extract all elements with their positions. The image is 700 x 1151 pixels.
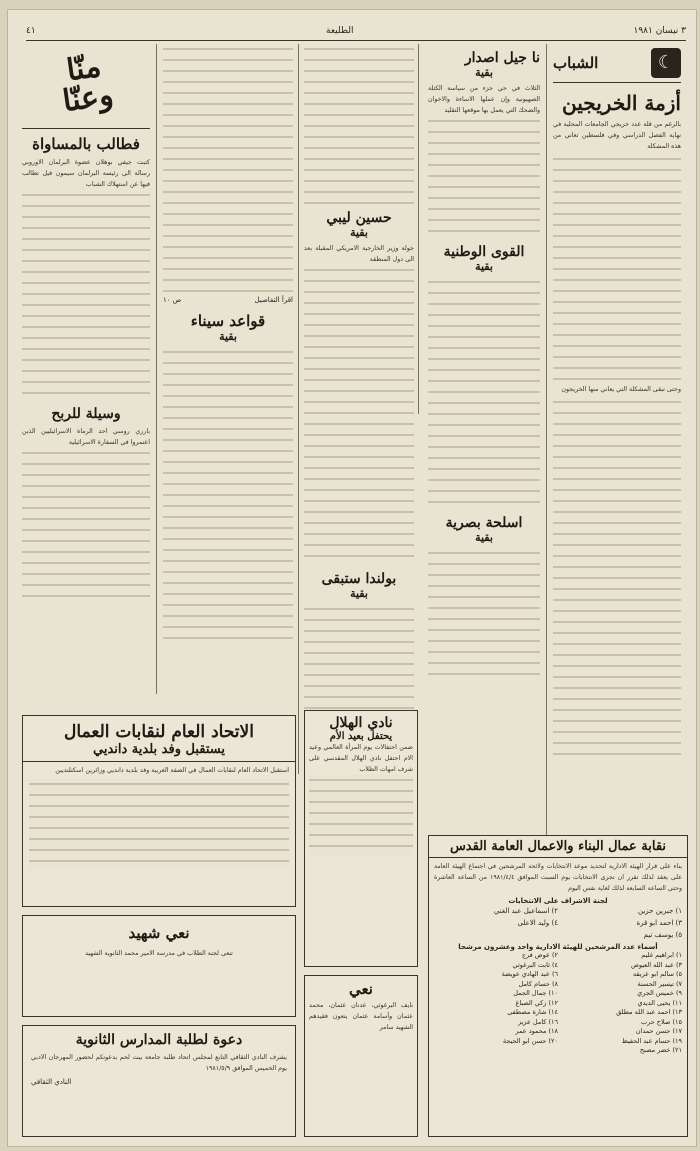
late-guests-intro: الثلاث في حي جزء من سياسة الكتلة الصهيونية وإن عملها الاساءة والاخوان والضحك التي يعمل بها موقعها التقليد — [428, 85, 540, 114]
shabab-label: الشباب — [553, 54, 599, 72]
sinai-sub: بقية — [219, 330, 237, 343]
arms-sub: بقية — [475, 531, 493, 544]
martyr-body: تنعى لجنة الطلاب في مدرسة الامير محمد الثانوية الشهيد — [85, 950, 233, 957]
hilal-box — [304, 710, 418, 967]
list-item: ٤) وليد الاعلى — [517, 919, 558, 927]
list-item: ٦) عبد الهادي عويضة — [501, 970, 558, 978]
column-rule — [418, 44, 419, 414]
strike-body: استقبل الاتحاد العام لنقابات العمال في الضفة الغربية وفد بلدية دانديي وزائرين اسكتلنديين — [55, 767, 289, 774]
column-four — [163, 44, 293, 647]
strike-box — [22, 715, 296, 907]
shabab-body-text — [553, 154, 681, 384]
list-item: ١٥) صلاح حرب — [641, 1017, 682, 1026]
list-item: ٨) حسام كامل — [518, 979, 558, 988]
list-item: ١) ابراهيم غليم — [641, 951, 682, 959]
list-item: ٩) خميس الجري — [637, 989, 682, 997]
minna-banner: منّا وعنّا — [60, 48, 116, 120]
minna-body-text — [22, 190, 150, 400]
column-three-top-text — [304, 44, 414, 204]
shabab-intro: بالرغم من قلة عدد خريجي الجامعات المحلية في نهاية الفصل الدراسي وفي فلسطين تعاني من هذه المشكلة — [553, 121, 681, 150]
column-rule — [298, 44, 299, 774]
column-four-top-text — [163, 44, 293, 294]
arts-label: اقرأ التفاصيل — [254, 296, 293, 304]
strike-title: الاتحاد العام لنقابات العمال — [64, 722, 254, 742]
hilal-sub: يحتفل بعيد الأم — [329, 731, 393, 742]
hussein-body — [304, 265, 414, 565]
list-item: ٣) احمد ابو قرة — [636, 919, 682, 927]
column-rule — [156, 44, 157, 694]
poland-title: بولندا ستبقى — [321, 571, 397, 587]
list-item: ٥) يوسف تيم — [643, 931, 682, 939]
shabab-body-text-2 — [553, 397, 681, 757]
poland-sub: بقية — [350, 587, 368, 600]
national-forces-body — [428, 277, 540, 507]
committee-list — [434, 905, 682, 941]
late-guests-sub: بقية — [475, 66, 493, 79]
union-intro: بناء على قرار الهيئة الادارية لتحديد موعد الانتخابات ولائحة المرشحين في اجتماع الهيئة العامة على يعقد لذلك تقرر ان تجرى الانتخابات يوم السبت الموافق ١٩٨١/٤/٤ من الساعة العاشرة وحتى الساعة السابعة لذلك لغاية نفس اليوم — [434, 863, 682, 892]
strike-sub: يستقبل وفد بلدية دانديي — [23, 742, 295, 762]
hilal-title: نادي الهلال — [329, 715, 393, 731]
union-box — [428, 835, 688, 1137]
list-item: ٢٠) حسن ابو الحيجة — [502, 1036, 558, 1045]
shabab-column — [553, 44, 681, 757]
list-item: ١٢) زكي الصباغ — [515, 998, 558, 1007]
national-forces-sub: بقية — [475, 260, 493, 273]
list-item: ١٣) احمد عبد الله مطلق — [616, 1008, 682, 1016]
list-item: ١) جبرين حزين — [638, 907, 682, 915]
sinai-body — [163, 347, 293, 647]
minna-column — [22, 44, 150, 598]
list-item: ١٦) كامل عزيز — [518, 1017, 558, 1026]
invitation-box — [22, 1025, 296, 1137]
column-two — [428, 44, 540, 678]
list-item: ٤) ثابت البرغوثي — [512, 960, 558, 969]
hilal-body-text — [309, 775, 413, 855]
invitation-signature: النادي الثقافي — [31, 1078, 72, 1086]
hussein-sub: بقية — [350, 226, 368, 239]
hussein-intro: جولة وزير الخارجية الامريكي المقبلة بعد الى دول المنطقة — [304, 245, 414, 263]
list-item: ٣) عبد الله العيوص — [630, 960, 682, 969]
martyr-title: نعي شهيد — [128, 924, 190, 942]
list-item: ١٠) جمال الجمل — [513, 989, 558, 997]
minna-body: كتبت جيفي بوهلان عضوة البرلمان الاوروبي رسالة الى رئيسة البرلمان سيمون فيل تطالب فيها عن استهلاك الشباب — [22, 159, 150, 188]
national-forces-title: القوى الوطنية — [443, 244, 525, 260]
condolence-body: نايف البرغوثي، عدنان عثمان، محمد عثمان وأسامة عثمان ينعون فقيدهم الشهيد سامر — [309, 1002, 413, 1031]
invitation-title: دعوة لطلبة المدارس الثانوية — [75, 1032, 243, 1048]
committee-label: لجنة الاشراف على الانتخابات — [508, 897, 608, 905]
column-three — [304, 44, 414, 754]
header-page-number: ٤١ — [26, 26, 36, 36]
arts-page: ص ١٠ — [163, 296, 182, 304]
header-section: الطليعة — [326, 26, 354, 36]
minna-body2: بارري روسي احد الرماة الاسرائيليين الذين اعتمروا في السفارة الاسرائيلية — [22, 428, 150, 446]
strike-body-text — [29, 779, 289, 869]
shabab-title: أزمة الخريجين — [562, 91, 681, 115]
shabab-logo: ☾ — [651, 48, 681, 78]
hilal-body: ضمن احتفالات يوم المرأة العالمي وعيد الام احتفل نادي الهلال المقدسي على شرف امهات الطلاب — [309, 744, 413, 773]
candidates-label: أسماء عدد المرشحين للهيئة الادارية واحد وعشرون مرشحا — [458, 943, 658, 951]
arms-title: اسلحة بصرية — [445, 515, 523, 531]
shabab-continued: وحتى تبقى المشكلة التي يعاني منها الخريجون — [561, 386, 681, 393]
minna-title: فطالب بالمساواة — [22, 128, 150, 153]
minna-sub2: وسيلة للربح — [51, 406, 121, 422]
list-item: ٢) عوض فرج — [521, 951, 558, 959]
list-item: ١١) يحيى الديدي — [637, 998, 682, 1007]
union-title: نقابة عمال البناء والاعمال العامة القدس — [429, 836, 687, 858]
list-item: ٧) تيسير الحسنة — [637, 979, 682, 988]
condolence-title: نعي — [349, 980, 373, 998]
arms-body — [428, 548, 540, 678]
list-item: ١٤) شارة مصطفى — [507, 1008, 558, 1016]
sinai-title: قواعد سيناء — [190, 312, 266, 330]
late-guests-body — [428, 116, 540, 236]
list-item: ١٩) حسام عبد الحفيظ — [621, 1036, 682, 1045]
list-item: ١٨) محمود عمر — [515, 1027, 558, 1035]
martyr-box — [22, 915, 296, 1017]
list-item: ٥) سالم ابو عريقه — [633, 970, 682, 978]
page-header — [26, 26, 686, 41]
hussein-title: حسين ليبي — [326, 210, 392, 226]
list-item: ٢١) خضر مصبح — [639, 1046, 682, 1054]
late-guests-title: نا جيل اصدار — [464, 50, 540, 66]
list-item: ١٧) حسن حمدان — [635, 1027, 682, 1035]
invitation-body: يشرف النادي الثقافي التابع لمجلس اتحاد طلبة جامعة بيت لحم بدعوتكم لحضور المهرجان الادبي يوم الخميس الموافق ١٩٨١/٥/٩ — [31, 1054, 287, 1072]
condolence-box — [304, 975, 418, 1137]
newspaper-page — [8, 10, 696, 1146]
candidates-list — [434, 951, 682, 1056]
minna-body2-text — [22, 448, 150, 598]
header-date: ٣ نيسان ١٩٨١ — [633, 26, 686, 36]
list-item: ٢) اسماعيل عبد الغني — [493, 907, 558, 915]
